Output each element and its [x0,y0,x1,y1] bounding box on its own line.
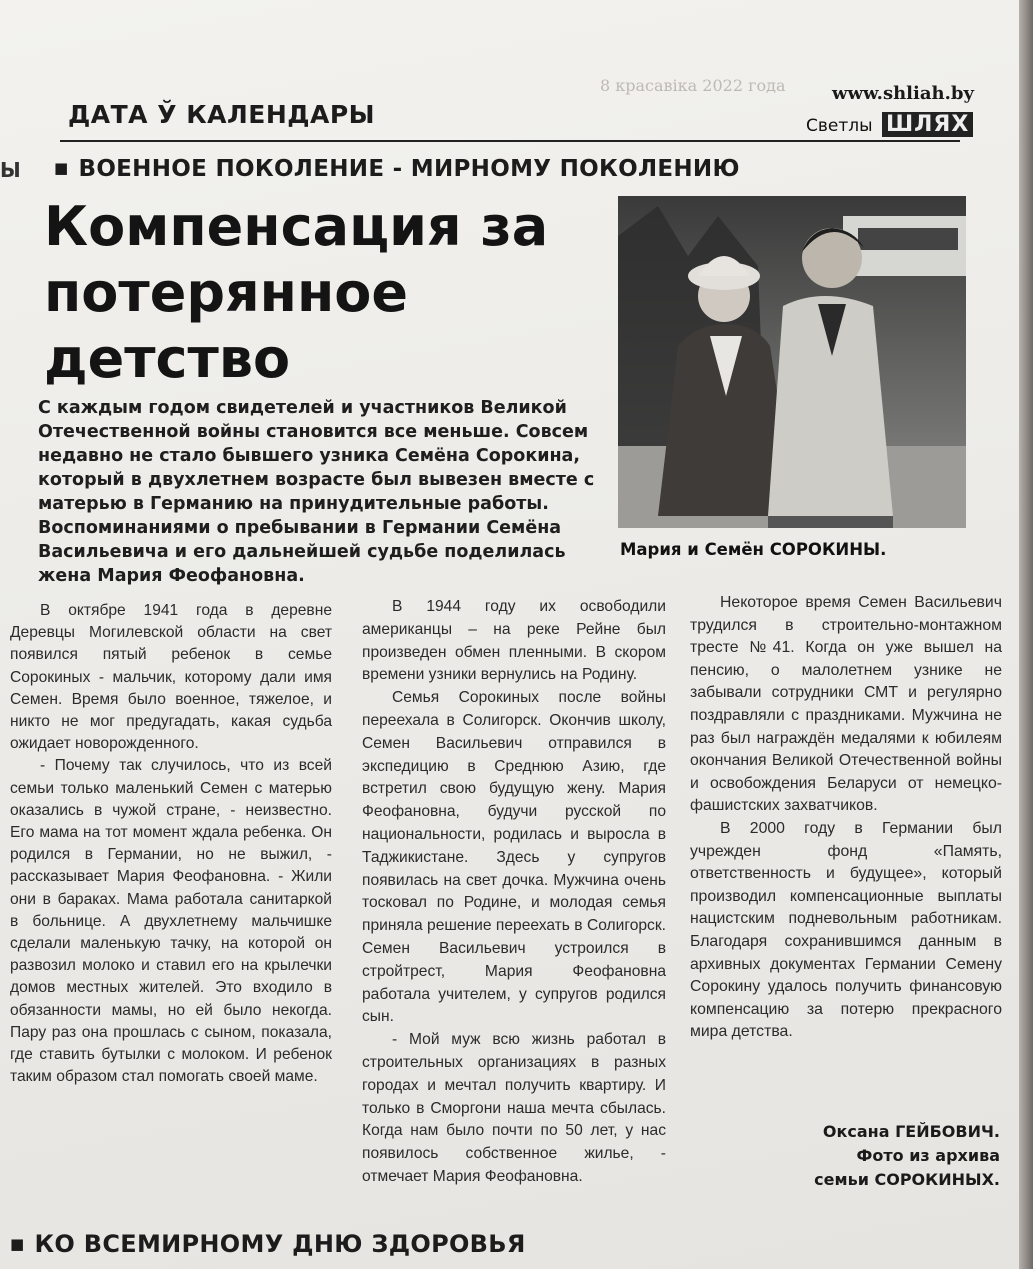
photo-credit: семьи СОРОКИНЫХ. [814,1170,1000,1189]
rubric: ■ ВОЕННОЕ ПОКОЛЕНИЕ - МИРНОМУ ПОКОЛЕНИЮ [54,156,740,182]
site-url: www.shliah.by [832,83,974,104]
text-column-3 [690,592,1002,1044]
photo-credit: Фото из архива [856,1146,1000,1165]
paragraph: - Почему так случилось, что из всей семьи только маленький Семен с матерью оказались в чужой стране, - неизвестно. Его мама на тот момент ждала ребенка. Он родился в Германии, но не выжил, - рассказывает Мария Феофановна. - Жили они в бараках. Мама работала санитаркой в больнице. А двухлетнему мальчишке сделали маленькую тачку, на которой он развозил молоко и ставил его на крылечки домов местных жителей. Это входило в обязанности мамы, но ей было некогда. Пару раз она прошлась с сыном, показала, где ставить бутылки с молоком. И ребенок таким образом стал помогать своей маме. [10,757,332,1086]
newspaper-logo [806,112,973,137]
newspaper-logo-prefix: Светлы [806,116,873,136]
adjacent-page-fragment: Ы [0,158,21,182]
photo-caption: Мария и Семён СОРОКИНЫ. [620,540,887,559]
text-column-2 [362,596,666,1189]
section-title: ДАТА Ў КАЛЕНДАРЫ [68,100,376,129]
couple-photo [618,196,966,528]
issue-date: 8 красавіка 2022 года [600,76,786,95]
paragraph: Семья Сорокиных после войны переехала в Солигорск. Окончив школу, Семен Васильевич отправился в экспедицию в Среднюю Азию, где встретил свою будущую жену. Мария Феофановна, будучи русской по национальности, родилась и выросла в Таджикистане. Здесь у супругов появилась на свет дочка. Мужчина очень тосковал по Родине, и молодая семья приняла решение переехать в Солигорск. Семен Васильевич устроился в стройтрест, Мария Феофановна работала учителем, у супругов родился сын. [362,689,666,1026]
paragraph: В 1944 году их освободили американцы – на реке Рейне был произведен обмен пленными. В скором времени узники вернулись на Родину. [362,598,666,684]
paragraph: В 2000 году в Германии был учрежден фонд «Память, ответственность и будущее», который производил компенсационные выплаты нацистским подневольным работникам. Благодаря сохранившимся данным в архивных документах Германии Семену Сорокину удалось получить финансовую компенсацию за потерю прекрасного мира детства. [690,819,1002,1041]
author-name: Оксана ГЕЙБОВИЧ. [822,1122,1000,1141]
page-edge [1019,0,1033,1269]
next-rubric: ■ КО ВСЕМИРНОМУ ДНЮ ЗДОРОВЬЯ [10,1230,526,1258]
paragraph: - Мой муж всю жизнь работал в строительных организациях в разных городах и мечтал получить квартиру. И только в Сморгони наша мечта сбылась. Когда нам было почти по 50 лет, у нас появилось собственное жилье, - отмечает Мария Феофановна. [362,1031,666,1185]
headline: Компенсация за потерянное детство [44,195,549,390]
text-column-1 [10,600,332,1088]
byline [814,1120,1000,1192]
lead-paragraph: С каждым годом свидетелей и участников Великой Отечественной войны становится все меньше. Совсем недавно не стало бывшего узника Семёна Сорокина, который в двухлетнем возрасте был вывезен вместе с матерью в Германию на принудительные работы. Воспоминаниями о пребывании в Германии Семёна Васильевича и его дальнейшей судьбе поделилась жена Мария Феофановна. [38,398,595,586]
newspaper-logo-name: ШЛЯХ [882,112,973,137]
paragraph: В октябре 1941 года в деревне Деревцы Могилевской области на свет появился пятый ребенок в семье Сорокиных - мальчик, которому дали имя Семен. Время было военное, тяжелое, и никто не мог предугадать, какая судьба ожидает новорожденного. [10,602,332,753]
paragraph: Некоторое время Семен Васильевич трудился в строительно-монтажном тресте №41. Когда он уже вышел на пенсию, о малолетнем узнике не забывали сотрудники СМТ и регулярно поздравляли с праздниками. Мужчина не раз был награждён медалями к юбилеям окончания Великой Отечественной войны и освобождения Беларуси от немецко-фашистских захватчиков. [690,594,1002,815]
photo-image [618,196,966,528]
